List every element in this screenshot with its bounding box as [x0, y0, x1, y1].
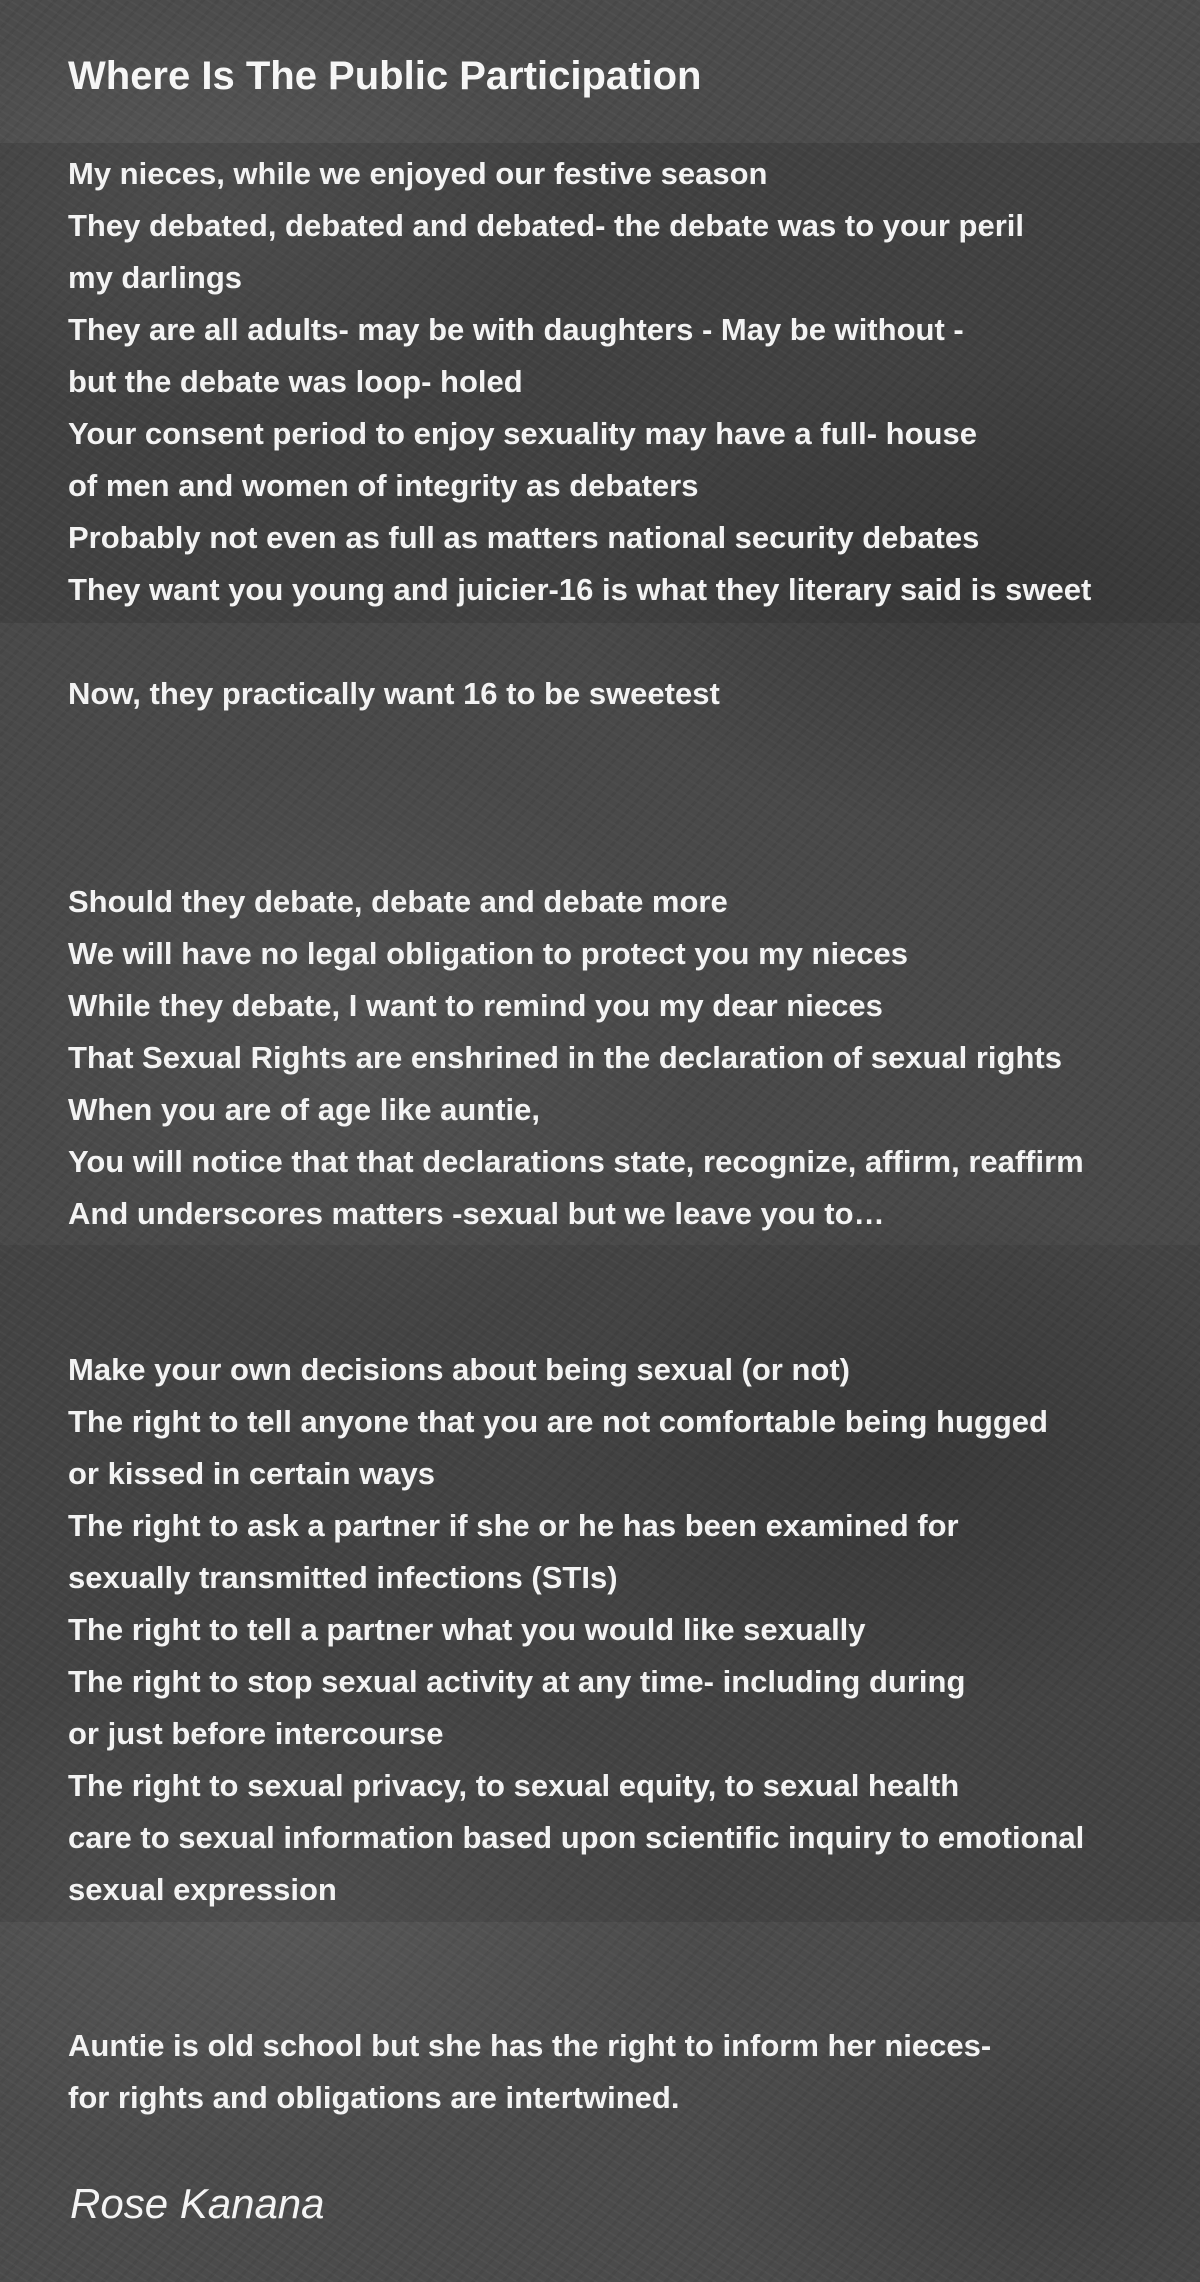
stanza-4	[68, 1344, 1084, 1916]
poem-line: The right to tell anyone that you are not comfortable being hugged	[68, 1404, 1048, 1439]
poem-line: sexual expression	[68, 1872, 337, 1907]
poem-title: Where Is The Public Participation	[68, 54, 702, 98]
poem-line: My nieces, while we enjoyed our festive season	[68, 156, 768, 191]
poem-line: They debated, debated and debated- the debate was to your peril	[68, 208, 1025, 243]
poem-line: That Sexual Rights are enshrined in the declaration of sexual rights	[68, 1040, 1062, 1075]
poem-line: for rights and obligations are intertwined.	[68, 2080, 680, 2115]
stanza-3	[68, 876, 1084, 1240]
poem-line: Should they debate, debate and debate more	[68, 884, 728, 919]
poem-line: my darlings	[68, 260, 242, 295]
poem-line: The right to tell a partner what you would like sexually	[68, 1612, 866, 1647]
poem-line: When you are of age like auntie,	[68, 1092, 540, 1127]
poem-line: sexually transmitted infections (STIs)	[68, 1560, 618, 1595]
stanza-2	[68, 668, 720, 720]
poem-line: And underscores matters -sexual but we leave you to…	[68, 1196, 885, 1231]
poem-line: The right to sexual privacy, to sexual equity, to sexual health	[68, 1768, 960, 1803]
poem-line: but the debate was loop- holed	[68, 364, 523, 399]
poem-line: While they debate, I want to remind you my dear nieces	[68, 988, 883, 1023]
poem-author: Rose Kanana	[70, 2180, 325, 2227]
poem-line: or kissed in certain ways	[68, 1456, 436, 1491]
poem-line: Make your own decisions about being sexual (or not)	[68, 1352, 850, 1387]
poem-line: or just before intercourse	[68, 1716, 444, 1751]
stanza-1	[68, 148, 1091, 616]
poem-line: of men and women of integrity as debaters	[68, 468, 699, 503]
poem-line: The right to stop sexual activity at any time- including during	[68, 1664, 966, 1699]
poem-line: care to sexual information based upon scientific inquiry to emotional	[68, 1820, 1085, 1855]
poem-line: Now, they practically want 16 to be sweetest	[68, 676, 720, 711]
poem-line: They want you young and juicier-16 is what they literary said is sweet	[68, 572, 1092, 607]
poem-line: We will have no legal obligation to protect you my nieces	[68, 936, 909, 971]
poem-line: The right to ask a partner if she or he has been examined for	[68, 1508, 959, 1543]
poem-line: You will notice that that declarations state, recognize, affirm, reaffirm	[68, 1144, 1084, 1179]
poem-line: Your consent period to enjoy sexuality may have a full- house	[68, 416, 977, 451]
poem-line: They are all adults- may be with daughters - May be without -	[68, 312, 964, 347]
poem-line: Probably not even as full as matters national security debates	[68, 520, 980, 555]
stanza-5	[68, 2020, 991, 2124]
poem-line: Auntie is old school but she has the right to inform her nieces-	[68, 2028, 992, 2063]
